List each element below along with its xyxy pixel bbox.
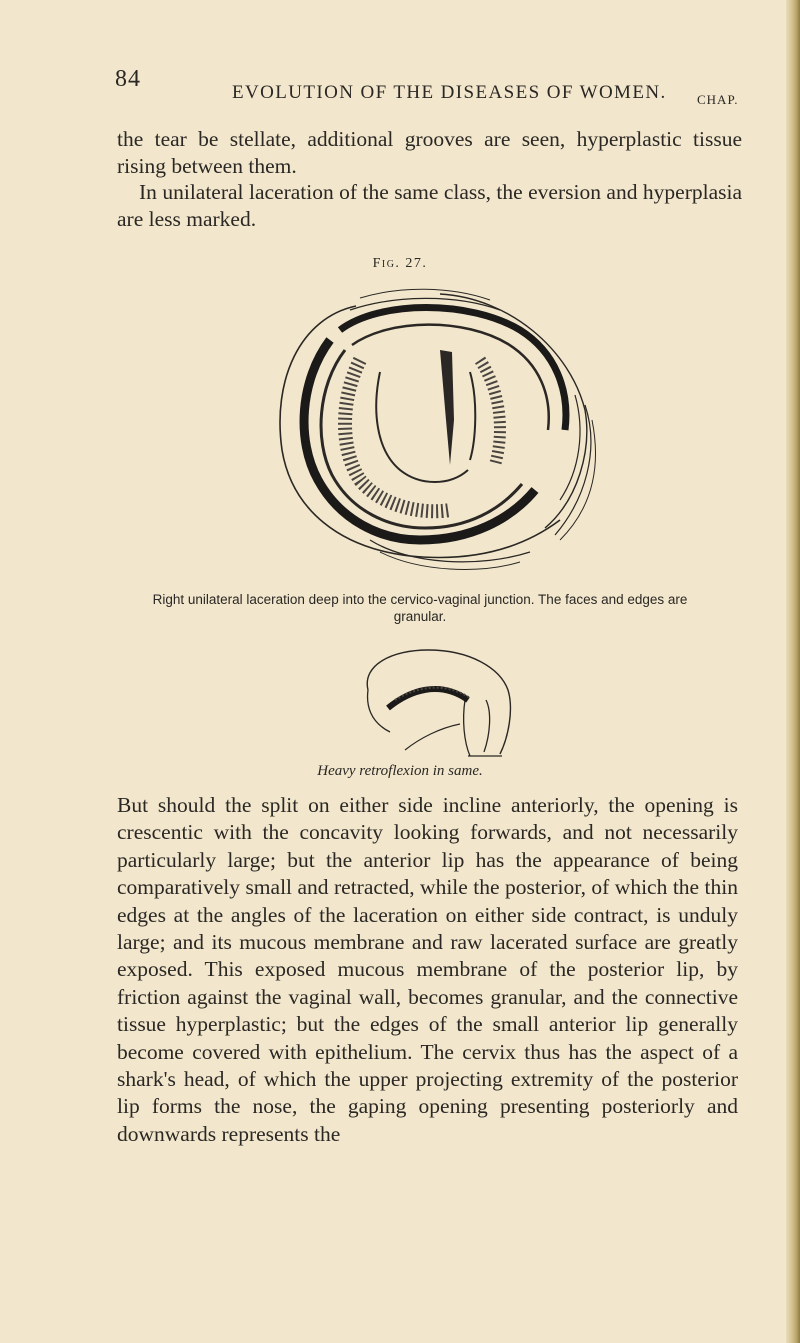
figure-small-caption: Heavy retroflexion in same. [317, 763, 483, 779]
running-title: EVOLUTION OF THE DISEASES OF WOMEN. [232, 82, 667, 103]
paragraph-2: In unilateral laceration of the same class, the eversion and hyperplasia are less marked. [117, 180, 742, 231]
page-number: 84 [115, 66, 141, 92]
figure-27-caption: Right unilateral laceration deep into the cervico-vaginal junction. The faces and edges are granular. [152, 592, 688, 624]
paragraph-1: the tear be stellate, additional grooves are seen, hyperplastic tissue rising between them. [117, 127, 742, 178]
chapter-mark: CHAP. [697, 92, 739, 107]
retroflexion-illustration [367, 650, 510, 756]
figure-label: Fig. 27. [372, 256, 428, 271]
paragraph-3: But should the split on either side incline anteriorly, the opening is crescentic with the concavity looking forwards, and not necessarily particularly large; but the anterior lip has the appearance of being comparatively small and retracted, while the posterior, of which the thin edges at the angles of the laceration on either side contract, is unduly large; and its mucous membrane and raw lacerated surface are greatly exposed. This exposed mucous membrane of the posterior lip, by friction against the vaginal wall, becomes granular, and the connective tissue hyperplastic; but the edges of the small anterior lip generally become covered with epithelium. The cervix thus has the aspect of a shark's head, of which the upper projecting extremity of the posterior lip forms the nose, the gaping opening presenting posteriorly and downwards represents the [117, 793, 738, 1146]
cervix-laceration-illustration [280, 289, 595, 569]
